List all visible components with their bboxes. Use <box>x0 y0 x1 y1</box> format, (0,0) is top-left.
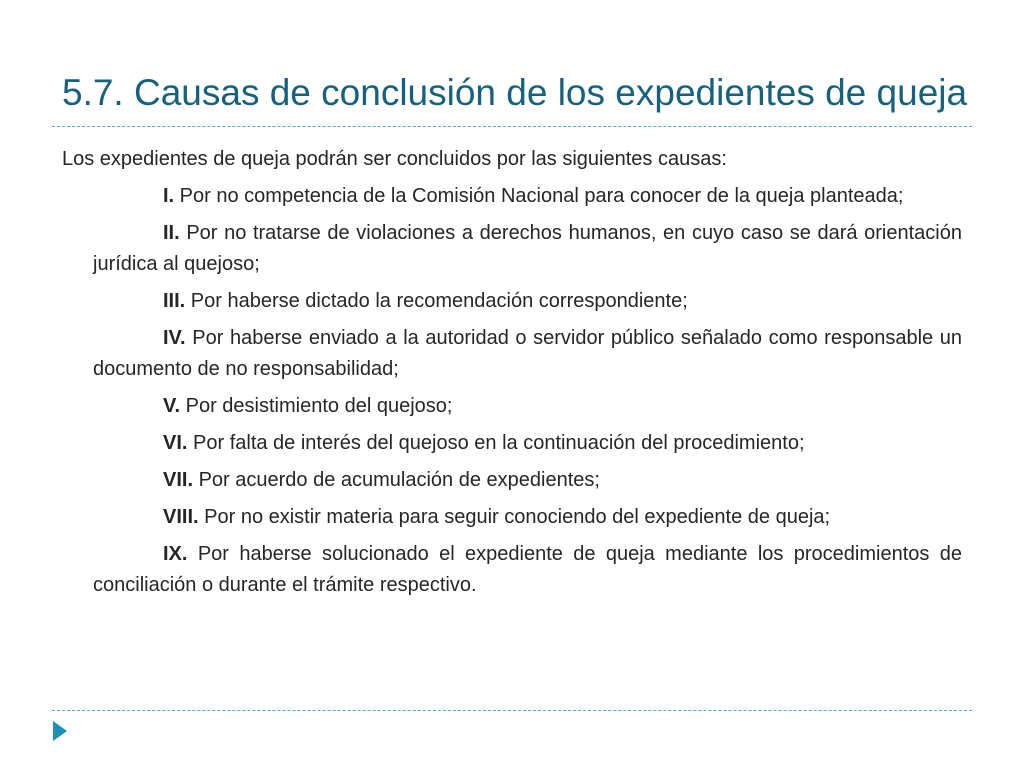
item-number: V. <box>163 395 181 417</box>
list-item-4 <box>93 323 962 385</box>
item-number: I. <box>163 185 175 207</box>
slide-title: 5.7. Causas de conclusión de los expedientes de queja <box>62 72 968 113</box>
item-text: Por no existir materia para seguir conociendo del expediente de queja; <box>198 506 831 528</box>
list-item-8 <box>93 502 962 533</box>
item-number: III. <box>163 290 186 312</box>
item-number: II. <box>163 222 180 244</box>
title-divider <box>52 126 972 127</box>
item-text: Por no tratarse de violaciones a derechos humanos, en cuyo caso se dará orientación jurídica al quejoso; <box>93 222 962 275</box>
list-item-6 <box>93 428 962 459</box>
item-text: Por haberse solucionado el expediente de queja mediante los procedimientos de conciliación o durante el trámite respectivo. <box>93 543 962 596</box>
list-item-7 <box>93 465 962 496</box>
item-text: Por haberse enviado a la autoridad o servidor público señalado como responsable un documento de no responsabilidad; <box>93 327 962 380</box>
play-triangle-icon <box>52 720 68 742</box>
list-item-3 <box>93 286 962 317</box>
list-item-5 <box>93 391 962 422</box>
item-text: Por falta de interés del quejoso en la continuación del procedimiento; <box>187 432 805 454</box>
item-number: VIII. <box>163 506 199 528</box>
item-number: IV. <box>163 327 186 349</box>
footer-divider <box>52 710 972 711</box>
item-text: Por no competencia de la Comisión Nacional para conocer de la queja planteada; <box>174 185 904 207</box>
intro-text: Los expedientes de queja podrán ser concluidos por las siguientes causas: <box>62 148 727 170</box>
item-number: VII. <box>163 469 194 491</box>
list-item-2 <box>93 218 962 280</box>
item-number: VI. <box>163 432 188 454</box>
list-item-9 <box>93 539 962 601</box>
item-text: Por haberse dictado la recomendación correspondiente; <box>185 290 688 312</box>
item-text: Por acuerdo de acumulación de expedientes; <box>193 469 600 491</box>
item-number: IX. <box>163 543 188 565</box>
list-item-1 <box>93 181 962 212</box>
slide-body <box>62 144 962 607</box>
item-text: Por desistimiento del quejoso; <box>180 395 453 417</box>
